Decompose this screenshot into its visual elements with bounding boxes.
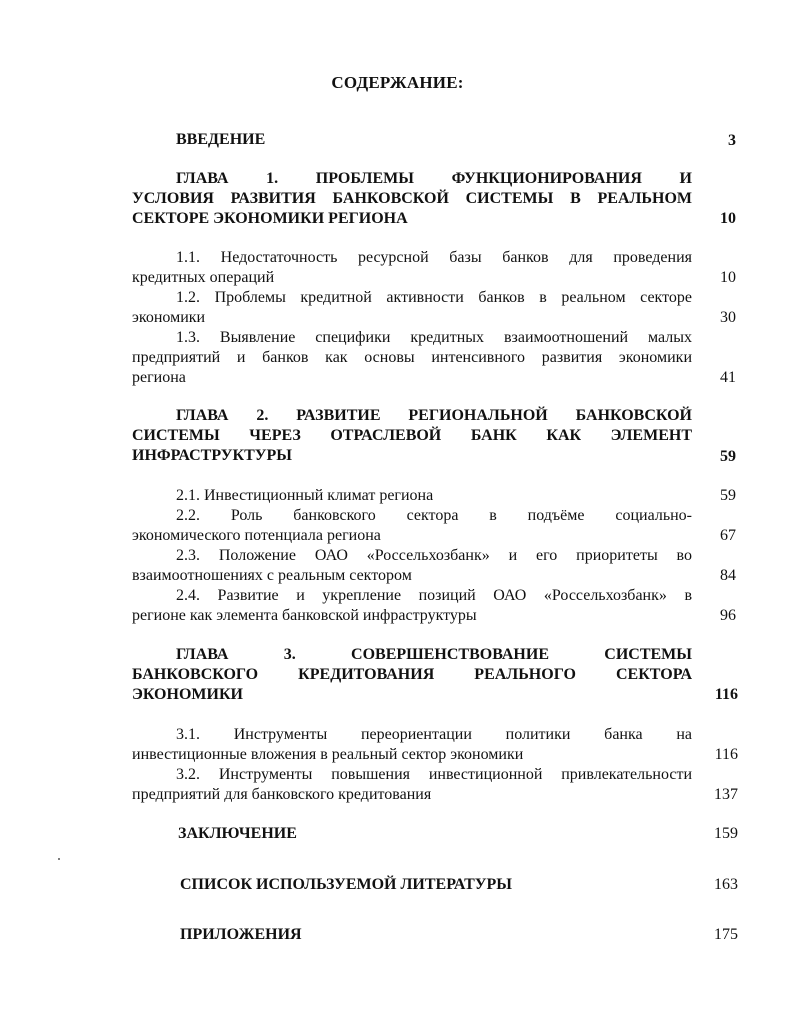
toc-section-2-3[interactable] <box>132 546 692 586</box>
toc-section-line: кредитных операций <box>132 269 275 286</box>
toc-chapter-2-page: 59 <box>720 448 736 465</box>
toc-section-line: 2.1. Инвестиционный климат региона <box>176 487 434 504</box>
toc-conclusion-label[interactable]: ЗАКЛЮЧЕНИЕ <box>178 825 297 842</box>
scan-speck <box>58 858 60 860</box>
toc-section-line: инвестиционные вложения в реальный сектор экономики <box>132 746 524 763</box>
toc-chapter-1[interactable] <box>132 169 692 229</box>
toc-section-line: экономики <box>132 309 206 326</box>
toc-section-line: региона <box>132 369 186 386</box>
toc-chapter-2-line: СИСТЕМЫ ЧЕРЕЗ ОТРАСЛЕВОЙ БАНК КАК ЭЛЕМЕНТ <box>132 427 692 444</box>
toc-section-1-2-page: 30 <box>720 309 736 326</box>
toc-appendices-label[interactable]: ПРИЛОЖЕНИЯ <box>180 926 302 943</box>
toc-section-1-1[interactable] <box>132 248 692 288</box>
toc-section-line: взаимоотношениях с реальным сектором <box>132 567 412 584</box>
toc-section-2-2[interactable] <box>132 506 692 546</box>
toc-chapter-1-line: ГЛАВА 1. ПРОБЛЕМЫ ФУНКЦИОНИРОВАНИЯ И <box>176 170 692 187</box>
toc-section-3-2-page: 137 <box>714 786 738 803</box>
toc-section-3-2[interactable] <box>132 765 692 805</box>
toc-intro-label[interactable]: ВВЕДЕНИЕ <box>176 131 266 148</box>
toc-conclusion-page: 159 <box>714 825 738 842</box>
toc-section-line: 1.3. Выявление специфики кредитных взаимоотношений малых <box>176 329 692 346</box>
toc-section-3-1-page: 116 <box>714 746 738 763</box>
toc-chapter-1-line: УСЛОВИЯ РАЗВИТИЯ БАНКОВСКОЙ СИСТЕМЫ В РЕАЛЬНОМ <box>132 190 692 207</box>
toc-references-label[interactable]: СПИСОК ИСПОЛЬЗУЕМОЙ ЛИТЕРАТУРЫ <box>180 876 512 893</box>
toc-section-line: экономического потенциала региона <box>132 527 381 544</box>
toc-appendices-page: 175 <box>714 926 738 943</box>
toc-chapter-3[interactable] <box>132 645 692 705</box>
toc-chapter-3-line: ЭКОНОМИКИ <box>132 686 243 703</box>
toc-section-line: 2.3. Положение ОАО «Россельхозбанк» и его приоритеты во <box>176 547 692 564</box>
toc-chapter-2[interactable] <box>132 406 692 466</box>
toc-section-3-1[interactable] <box>132 725 692 765</box>
toc-references-page: 163 <box>714 876 738 893</box>
toc-chapter-2-line: ИНФРАСТРУКТУРЫ <box>132 447 292 464</box>
toc-section-2-4-page: 96 <box>720 607 736 624</box>
toc-section-line: 1.1. Недостаточность ресурсной базы банков для проведения <box>176 249 692 266</box>
toc-chapter-3-line: БАНКОВСКОГО КРЕДИТОВАНИЯ РЕАЛЬНОГО СЕКТОРА <box>132 666 692 683</box>
toc-section-line: 3.1. Инструменты переориентации политики банка на <box>176 726 692 743</box>
toc-section-line: 2.2. Роль банковского сектора в подъёме социально- <box>176 507 692 524</box>
page-title: СОДЕРЖАНИЕ: <box>331 73 464 92</box>
toc-section-2-2-page: 67 <box>720 527 736 544</box>
toc-section-1-3[interactable] <box>132 328 692 388</box>
toc-section-line: 1.2. Проблемы кредитной активности банков в реальном секторе <box>176 289 692 306</box>
toc-section-line: 2.4. Развитие и укрепление позиций ОАО «Россельхозбанк» в <box>176 587 692 604</box>
toc-section-2-4[interactable] <box>132 586 692 626</box>
toc-section-line: предприятий для банковского кредитования <box>132 786 432 803</box>
toc-section-2-3-page: 84 <box>720 567 736 584</box>
toc-chapter-2-line: ГЛАВА 2. РАЗВИТИЕ РЕГИОНАЛЬНОЙ БАНКОВСКОЙ <box>176 407 692 424</box>
toc-chapter-1-page: 10 <box>720 210 736 227</box>
toc-section-line: регионе как элемента банковской инфраструктуры <box>132 607 477 624</box>
toc-chapter-1-line: СЕКТОРЕ ЭКОНОМИКИ РЕГИОНА <box>132 210 408 227</box>
toc-section-2-1-page: 59 <box>720 487 736 504</box>
toc-section-1-1-page: 10 <box>720 269 736 286</box>
toc-section-2-1[interactable] <box>132 486 692 506</box>
toc-chapter-3-line: ГЛАВА 3. СОВЕРШЕНСТВОВАНИЕ СИСТЕМЫ <box>176 646 692 663</box>
toc-intro-page: 3 <box>728 132 736 149</box>
toc-section-line: 3.2. Инструменты повышения инвестиционной привлекательности <box>176 766 692 783</box>
toc-section-line: предприятий и банков как основы интенсивного развития экономики <box>132 349 692 366</box>
toc-section-1-3-page: 41 <box>720 369 736 386</box>
toc-chapter-3-page: 116 <box>714 686 738 703</box>
toc-section-1-2[interactable] <box>132 288 692 328</box>
